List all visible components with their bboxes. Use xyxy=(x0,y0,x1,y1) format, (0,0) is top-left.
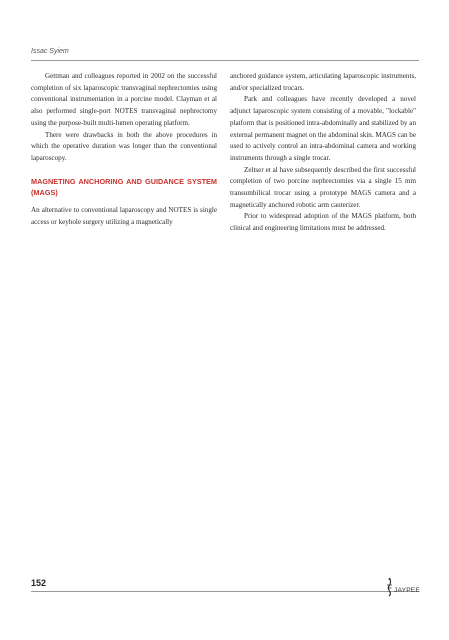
publisher-logo xyxy=(385,577,425,599)
paragraph: Gettman and colleagues reported in 2002 on the successful completion of six laparoscopic transvaginal nephrectomies using conventional instrumentation in a porcine model. Clayman et al also performed single-port NOTES transvaginal nephrectomy using the purpose-built multi-lumen operating platform. xyxy=(31,72,217,127)
header-divider xyxy=(31,60,419,61)
section-heading: MAGNETING ANCHORING AND GUIDANCE SYSTEM (MAGS) xyxy=(31,176,217,197)
jaypee-logo-icon xyxy=(385,577,394,597)
running-head: Issac Syiem xyxy=(31,48,69,55)
paragraph: An alternative to conventional laparoscopy and NOTES is single access or keyhole surgery utilizing a magnetically xyxy=(31,206,217,226)
footer-divider xyxy=(31,591,419,592)
right-column xyxy=(230,71,416,235)
paragraph: anchored guidance system, articulating laparoscopic instruments, and/or specialized trocars. xyxy=(230,72,416,92)
page-number: 152 xyxy=(31,578,47,588)
left-column xyxy=(31,71,217,228)
paragraph: Zeltser et al have subsequently described the first successful completion of two porcine nephrectomies via a single 15 mm transumbilical trocar using a prototype MAGS camera and a magnetically anchored robotic arm cauterizer. xyxy=(230,165,416,209)
paragraph: Prior to widespread adoption of the MAGS platform, both clinical and engineering limitations must be addressed. xyxy=(230,212,416,233)
publisher-name: JAYPEE xyxy=(394,587,420,594)
paragraph: There were drawbacks in both the above procedures in which the operative duration was longer than the conventional laparoscopy. xyxy=(31,130,217,162)
paragraph: Park and colleagues have recently developed a novel adjunct laparoscopic system consisting of a movable, "lockable" platform that is positioned intra-abdominally and stabilized by an external permanent magnet on the abdominal skin. MAGS can be used to actively control an intra-abdominal camera and working instruments through a single trocar. xyxy=(230,95,416,162)
